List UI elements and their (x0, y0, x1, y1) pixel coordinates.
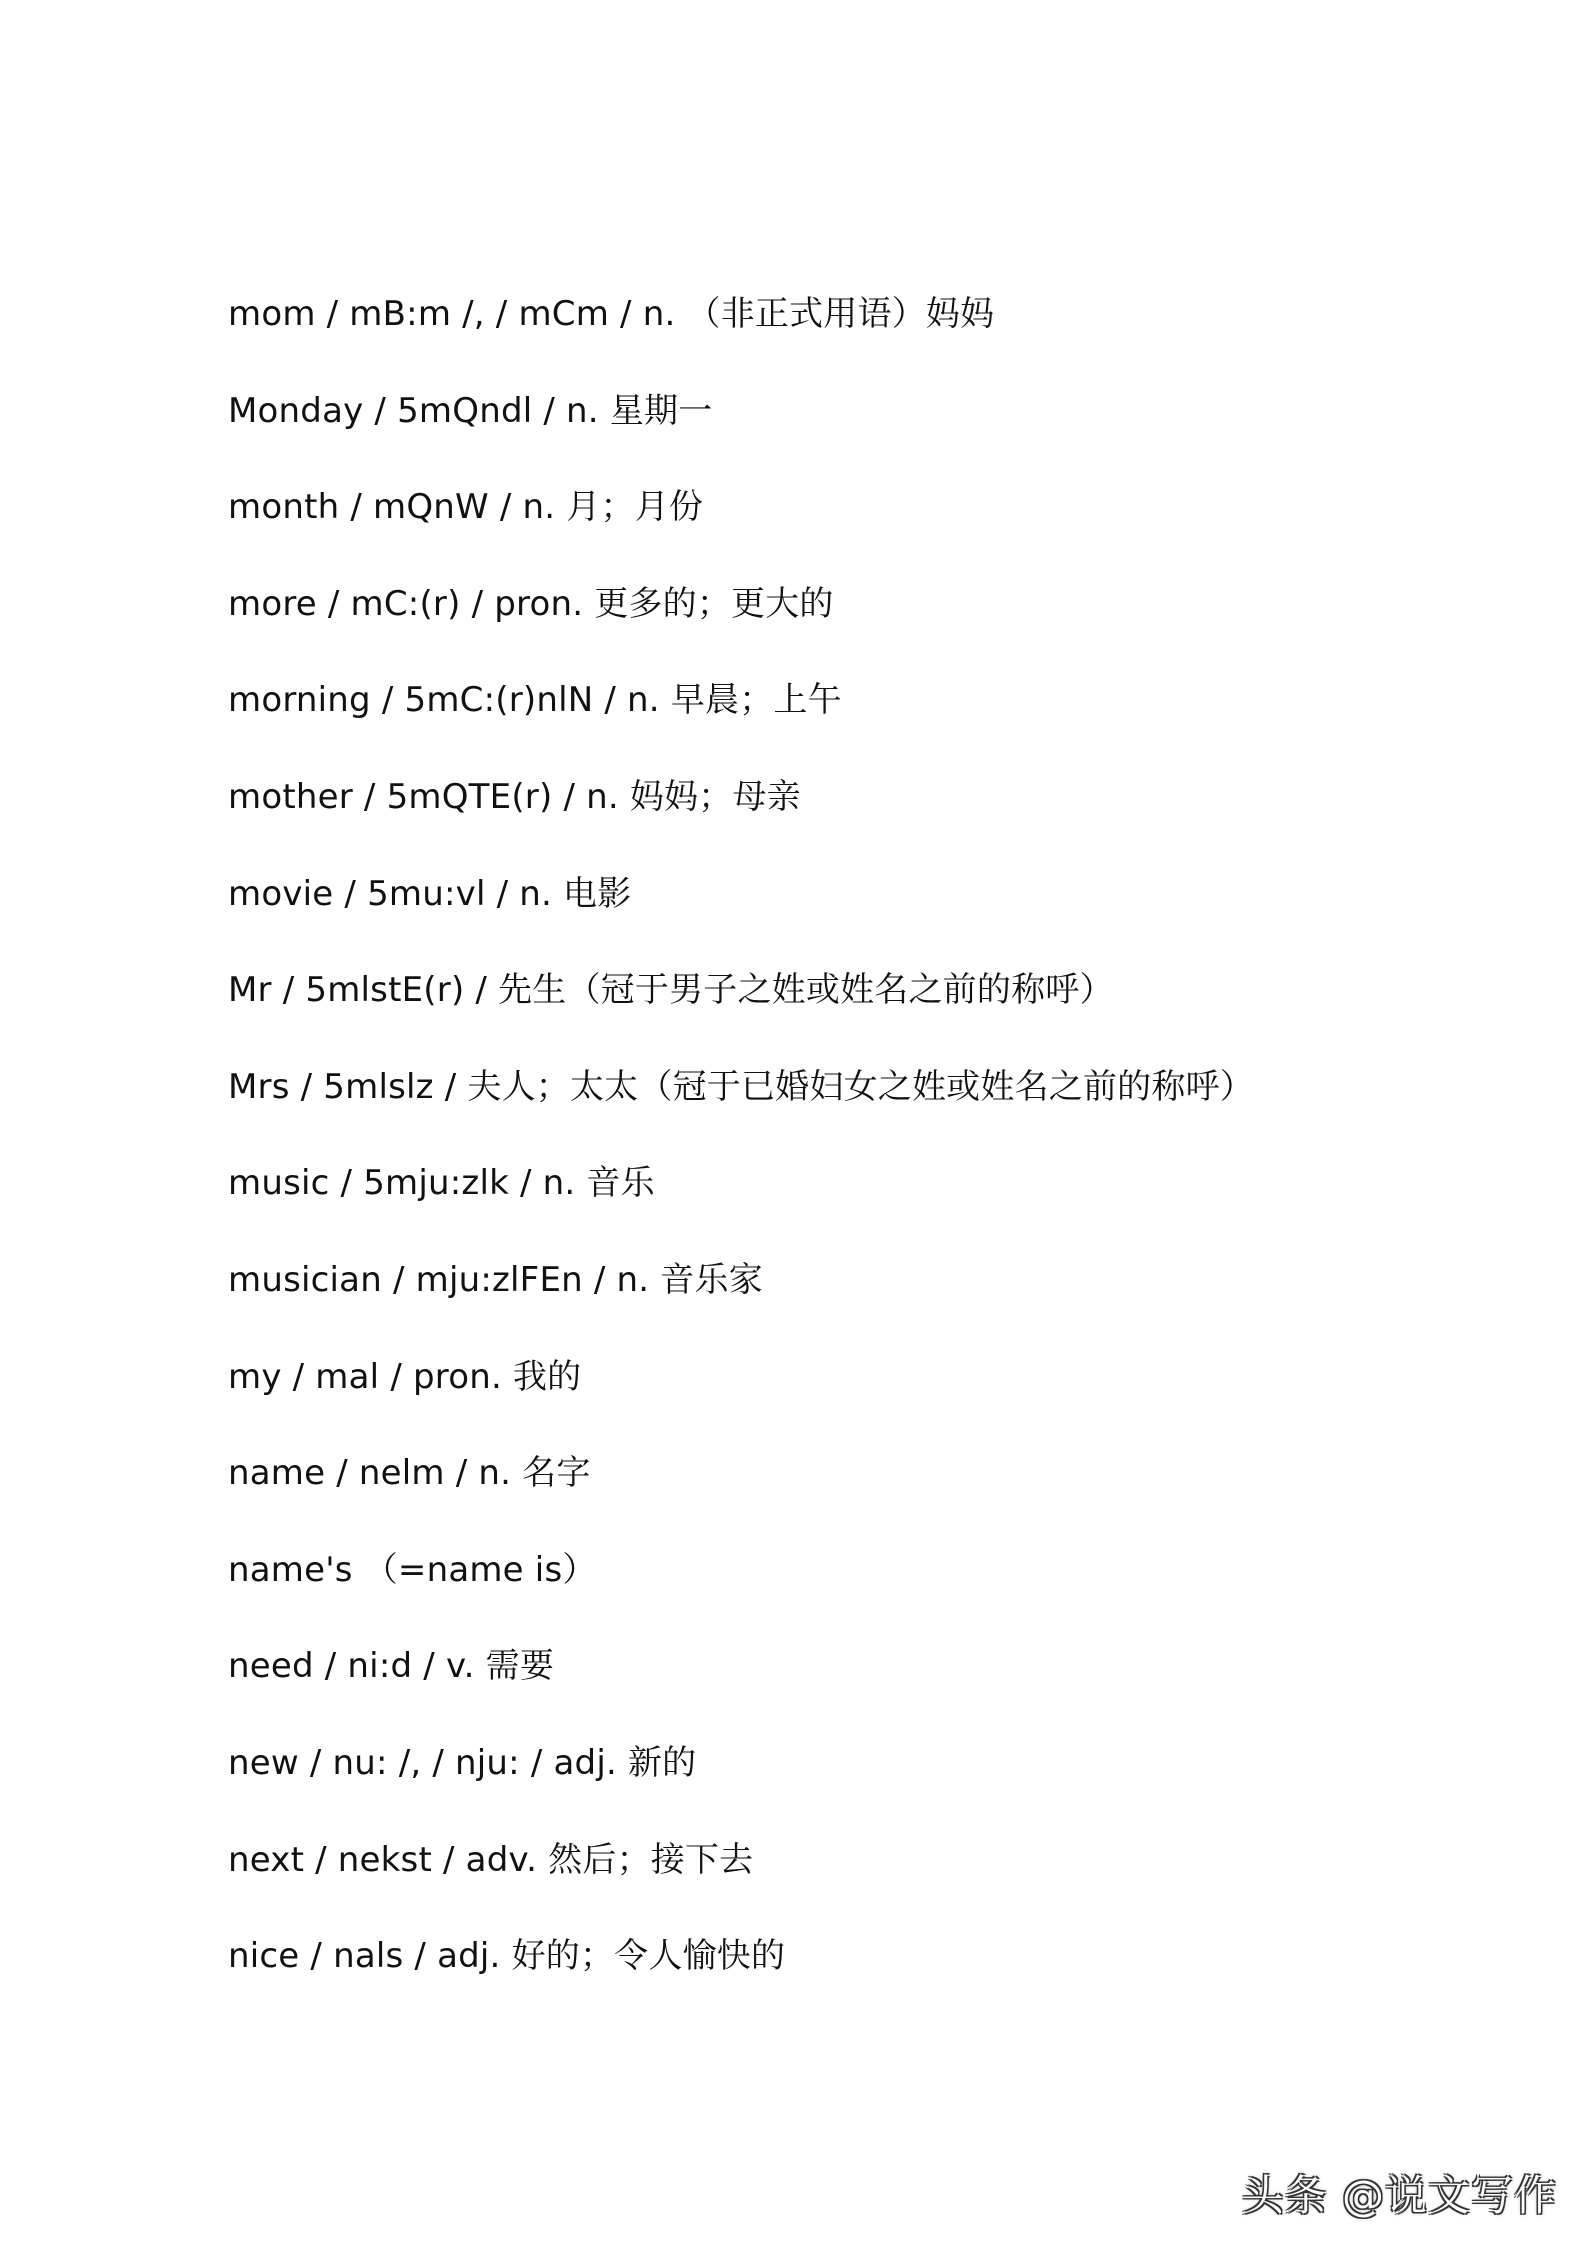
watermark: 头条 @说文写作 (1241, 2171, 1557, 2220)
vocab-entry-more: more / mC:(r) / pron. 更多的；更大的 (228, 583, 834, 624)
vocab-entry-names: name's （=name is） (228, 1549, 597, 1590)
vocabulary-list (228, 285, 1478, 2024)
vocab-entry-new: new / nu: /, / nju: / adj. 新的 (228, 1742, 697, 1783)
vocab-entry-mom: mom / mB:m /, / mCm / n. （非正式用语）妈妈 (228, 294, 995, 334)
vocab-entry-month: month / mQnW / n. 月；月份 (228, 487, 704, 528)
vocab-entry-mother: mother / 5mQTE(r) / n. 妈妈；母亲 (228, 776, 801, 817)
vocab-entry-mrs: Mrs / 5mlslz / 夫人；太太（冠于已婚妇女之姓或姓名之前的称呼） (228, 1066, 1254, 1107)
vocab-entry-next: next / nekst / adv. 然后；接下去 (228, 1839, 754, 1880)
vocab-entry-name: name / nelm / n. 名字 (228, 1453, 591, 1494)
vocab-entry-morning: morning / 5mC:(r)nlN / n. 早晨；上午 (228, 680, 842, 721)
vocab-entry-my: my / mal / pron. 我的 (228, 1356, 582, 1397)
vocab-entry-mr: Mr / 5mlstE(r) / 先生（冠于男子之姓或姓名之前的称呼） (228, 970, 1114, 1011)
vocab-entry-music: music / 5mju:zlk / n. 音乐 (228, 1163, 655, 1204)
vocab-entry-nice: nice / nals / adj. 好的；令人愉快的 (228, 1936, 786, 1977)
vocab-entry-musician: musician / mju:zlFEn / n. 音乐家 (228, 1259, 763, 1300)
vocab-entry-need: need / ni:d / v. 需要 (228, 1646, 555, 1687)
vocab-entry-movie: movie / 5mu:vl / n. 电影 (228, 873, 632, 914)
vocab-entry-monday: Monday / 5mQndl / n. 星期一 (228, 390, 713, 431)
